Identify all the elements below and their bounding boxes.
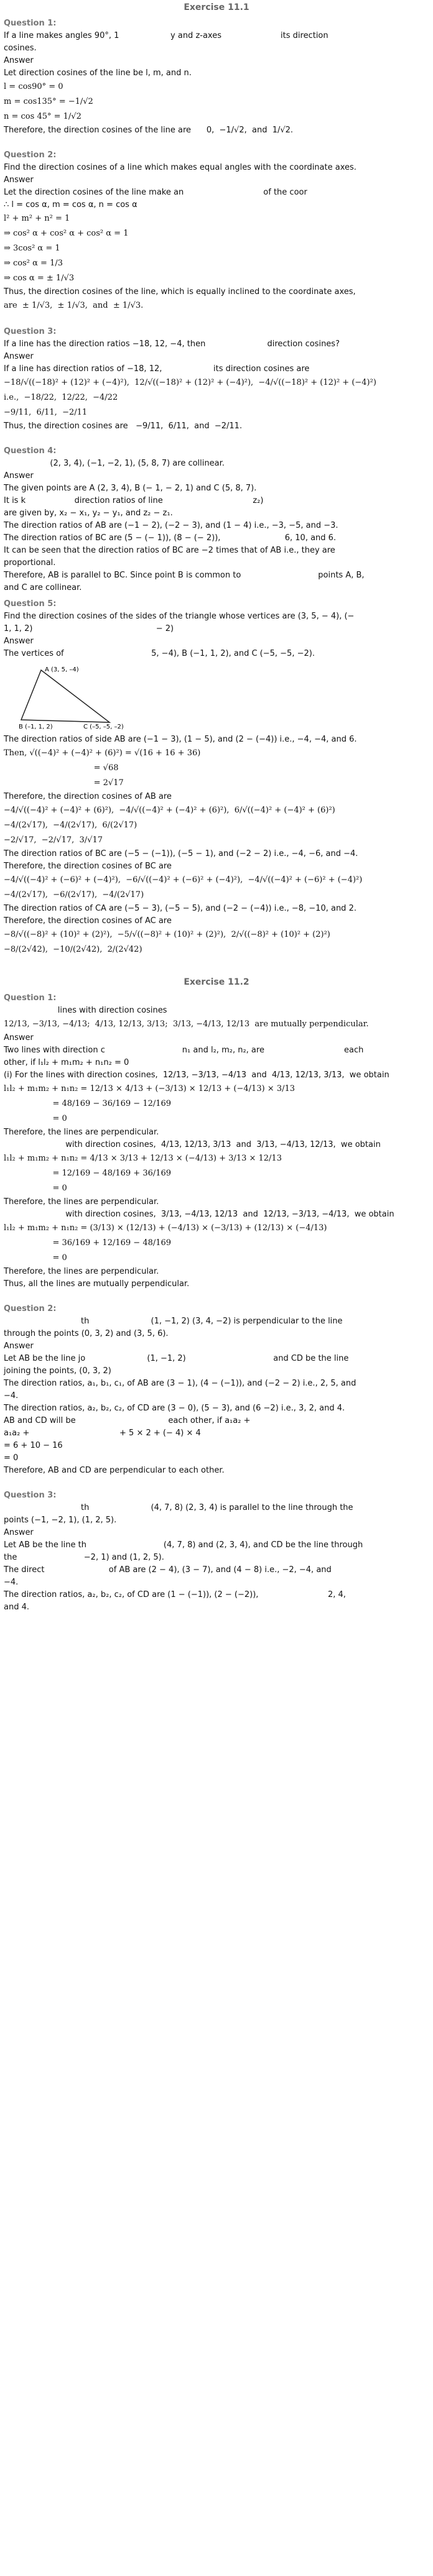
answer-label: Answer bbox=[4, 352, 34, 361]
solution-line: are given by, x₂ − x₁, y₂ − y₁, and z₂ − z₁. bbox=[4, 508, 173, 518]
answer-label: Answer bbox=[4, 637, 34, 646]
question-text: If a line has the direction ratios −18, 12, −4, then direction cosines? bbox=[4, 339, 340, 349]
solution-line: a₁a₂ + + 5 × 2 + (− 4) × 4 bbox=[4, 1428, 201, 1438]
solution-line: Thus, the direction cosines of the line, which is equally inclined to the coordinate axes, bbox=[4, 287, 356, 297]
solution-line: −2/√17, −2/√17, 3/√17 bbox=[4, 835, 103, 845]
question-block bbox=[4, 19, 429, 137]
vertex-b-label: B (–1, 1, 2) bbox=[19, 724, 53, 730]
solution-line: = 2√17 bbox=[4, 778, 124, 788]
question-text: 12/13, −3/13, −4/13; 4/13, 12/13, 3/13; 3/13, −4/13, 12/13 are mutually perpendicular. bbox=[4, 1019, 369, 1029]
solution-line: AB and CD will be each other, if a₁a₂ + bbox=[4, 1416, 251, 1425]
solution-line: −18/√((−18)² + (12)² + (−4)²), 12/√((−18)² + (12)² + (−4)²), −4/√((−18)² + (12)² + (−4)²) bbox=[4, 378, 376, 387]
solution-line: ⇒ 3cos² α = 1 bbox=[4, 244, 60, 253]
question-label: Question 3: bbox=[4, 1491, 57, 1500]
solution-line: The direction ratios, a₁, b₁, c₁, of AB are (3 − 1), (4 − (−1)), and (−2 − 2) i.e., 2, 5, and bbox=[4, 1379, 356, 1388]
solution-line: proportional. bbox=[4, 558, 56, 568]
solution-line: Thus, the direction cosines are −9/11, 6/11, and −2/11. bbox=[4, 421, 243, 431]
solution-line: Therefore, AB is parallel to BC. Since point B is common to points A, B, bbox=[4, 571, 365, 580]
question-label: Question 5: bbox=[4, 599, 57, 609]
solution-line: Therefore, the lines are perpendicular. bbox=[4, 1267, 159, 1276]
question-label: Question 1: bbox=[4, 19, 57, 28]
solution-line: ∴ l = cos α, m = cos α, n = cos α bbox=[4, 200, 137, 209]
solution-line: and 4. bbox=[4, 1603, 29, 1612]
solution-line: Thus, all the lines are mutually perpendicular. bbox=[4, 1279, 190, 1289]
solution-line: Therefore, the direction cosines of the line are 0, −1/√2, and 1/√2. bbox=[4, 126, 294, 135]
solution-line: l₁l₂ + m₁m₂ + n₁n₂ = (3/13) × (12/13) + (−4/13) × (−3/13) + (12/13) × (−4/13) bbox=[4, 1223, 327, 1233]
question-block bbox=[4, 1491, 429, 1614]
solution-line: The direction ratios, a₂, b₂, c₂, of CD are (3 − 0), (5 − 3), and (6 −2) i.e., 3, 2, and 4. bbox=[4, 1404, 345, 1413]
question-text: 1, 1, 2) − 2) bbox=[4, 624, 174, 633]
solution-line: The direction ratios of BC are (5 − (− 1)), (8 − (− 2)), 6, 10, and 6. bbox=[4, 533, 337, 543]
question-block bbox=[4, 599, 429, 957]
solution-line: Let direction cosines of the line be l, m, and n. bbox=[4, 68, 192, 78]
solution-line: Let AB be the line jo (1, −1, 2) and CD be the line bbox=[4, 1354, 349, 1363]
question-text: If a line makes angles 90°, 1 y and z-axes its direction bbox=[4, 31, 328, 40]
solution-line: = 48/169 − 36/169 − 12/169 bbox=[4, 1099, 172, 1108]
triangle-shape bbox=[21, 670, 109, 722]
question-block bbox=[4, 993, 429, 1290]
question-text: through the points (0, 3, 2) and (3, 5, 6). bbox=[4, 1329, 169, 1338]
answer-label: Answer bbox=[4, 56, 34, 65]
solution-line: l = cos90° = 0 bbox=[4, 82, 63, 91]
solution-line: = 6 + 10 − 16 bbox=[4, 1441, 63, 1450]
solution-line: and C are collinear. bbox=[4, 583, 82, 592]
question-text: Find the direction cosines of a line which makes equal angles with the coordinate axes. bbox=[4, 163, 356, 172]
solution-line: l² + m² + n² = 1 bbox=[4, 214, 70, 223]
solution-line: = √68 bbox=[4, 763, 119, 773]
solution-line: ⇒ cos² α + cos² α + cos² α = 1 bbox=[4, 229, 129, 238]
solution-line: = 12/169 − 48/169 + 36/169 bbox=[4, 1169, 172, 1178]
solution-line: The direction ratios of side AB are (−1 − 3), (1 − 5), and (2 − (−4)) i.e., −4, −4, and 6. bbox=[4, 735, 357, 744]
solution-line: Let the direction cosines of the line make an of the coor bbox=[4, 188, 307, 197]
answer-label: Answer bbox=[4, 1341, 34, 1351]
question-text: lines with direction cosines bbox=[4, 1006, 167, 1015]
question-block bbox=[4, 446, 429, 594]
solution-line: are ± 1/√3, ± 1/√3, and ± 1/√3. bbox=[4, 301, 144, 310]
solution-line: = 0 bbox=[4, 1184, 67, 1193]
question-label: Question 3: bbox=[4, 327, 57, 336]
solution-line: The given points are A (2, 3, 4), B (− 1, − 2, 1) and C (5, 8, 7). bbox=[4, 484, 257, 493]
solution-line: −8/(2√42), −10/(2√42), 2/(2√42) bbox=[4, 945, 142, 954]
solution-line: −9/11, 6/11, −2/11 bbox=[4, 408, 88, 417]
exercise-title: Exercise 11.1 bbox=[184, 2, 249, 12]
solution-line: l₁l₂ + m₁m₂ + n₁n₂ = 12/13 × 4/13 + (−3/13) × 12/13 + (−4/13) × 3/13 bbox=[4, 1084, 296, 1093]
question-text: th (4, 7, 8) (2, 3, 4) is parallel to the line through the bbox=[4, 1503, 353, 1512]
solution-line: −4. bbox=[4, 1578, 19, 1587]
question-label: Question 4: bbox=[4, 446, 57, 456]
solution-line: The direction ratios of AB are (−1 − 2), (−2 − 3), and (1 − 4) i.e., −3, −5, and −3. bbox=[4, 521, 338, 530]
solution-line: −4/√((−4)² + (−4)² + (6)²), −4/√((−4)² + (−4)² + (6)²), 6/√((−4)² + (−4)² + (6)²) bbox=[4, 806, 335, 815]
question-text: Find the direction cosines of the sides of the triangle whose vertices are (3, 5, − 4), (− bbox=[4, 612, 355, 621]
page bbox=[0, 2, 433, 1614]
vertex-c-label: C (–5, –5, –2) bbox=[83, 724, 124, 730]
solution-line: i.e., −18/22, 12/22, −4/22 bbox=[4, 393, 118, 402]
solution-line: The direction ratios, a₂, b₂, c₂, of CD are (1 − (−1)), (2 − (−2)), 2, 4, bbox=[4, 1590, 346, 1599]
solution-line: the −2, 1) and (1, 2, 5). bbox=[4, 1553, 164, 1562]
solution-line: Let AB be the line th (4, 7, 8) and (2, 3, 4), and CD be the line through bbox=[4, 1540, 363, 1550]
solution-line: The direct of AB are (2 − 4), (3 − 7), and (4 − 8) i.e., −2, −4, and bbox=[4, 1565, 332, 1575]
question-text: (2, 3, 4), (−1, −2, 1), (5, 8, 7) are collinear. bbox=[4, 459, 225, 468]
question-label: Question 2: bbox=[4, 150, 57, 160]
solution-line: l₁l₂ + m₁m₂ + n₁n₂ = 4/13 × 3/13 + 12/13 × (−4/13) + 3/13 × 12/13 bbox=[4, 1154, 282, 1163]
solution-line: Therefore, the lines are perpendicular. bbox=[4, 1197, 159, 1207]
question-label: Question 1: bbox=[4, 993, 57, 1003]
solution-line: Two lines with direction c n₁ and l₂, m₂, n₂, are each bbox=[4, 1046, 364, 1055]
solution-line: −4/√((−4)² + (−6)² + (−4)²), −6/√((−4)² + (−6)² + (−4)²), −4/√((−4)² + (−6)² + (−4)²) bbox=[4, 875, 363, 885]
triangle-figure bbox=[16, 663, 134, 731]
question-text: points (−1, −2, 1), (1, 2, 5). bbox=[4, 1516, 117, 1525]
solution-line: ⇒ cos α = ± 1/√3 bbox=[4, 274, 75, 283]
solution-line: −4/(2√17), −4/(2√17), 6/(2√17) bbox=[4, 821, 137, 830]
solution-line: It can be seen that the direction ratios of BC are −2 times that of AB i.e., they are bbox=[4, 546, 335, 555]
solution-line: It is k direction ratios of line z₂) bbox=[4, 496, 264, 505]
question-block bbox=[4, 327, 429, 433]
solution-line: Therefore, the direction cosines of BC are bbox=[4, 862, 172, 871]
solution-line: = 0 bbox=[4, 1114, 67, 1123]
question-text: cosines. bbox=[4, 44, 37, 53]
solution-line: = 0 bbox=[4, 1453, 19, 1463]
solution-line: Therefore, the lines are perpendicular. bbox=[4, 1128, 159, 1137]
solution-line: Therefore, the direction cosines of AC are bbox=[4, 916, 172, 926]
solution-line: Therefore, the direction cosines of AB are bbox=[4, 792, 172, 801]
solution-line: = 0 bbox=[4, 1253, 67, 1263]
question-block bbox=[4, 150, 429, 313]
solution-line: Then, √((−4)² + (−4)² + (6)²) = √(16 + 16 + 36) bbox=[4, 748, 201, 758]
solution-line: ⇒ cos² α = 1/3 bbox=[4, 259, 63, 268]
solution-line: If a line has direction ratios of −18, 12, its direction cosines are bbox=[4, 364, 310, 374]
answer-label: Answer bbox=[4, 1528, 34, 1537]
solution-line: −4. bbox=[4, 1391, 19, 1401]
solution-line: joining the points, (0, 3, 2) bbox=[4, 1366, 111, 1376]
exercise-title: Exercise 11.2 bbox=[184, 977, 249, 987]
solution-line: Therefore, AB and CD are perpendicular to each other. bbox=[4, 1466, 225, 1475]
solution-line: The vertices of 5, −4), B (−1, 1, 2), and C (−5, −5, −2). bbox=[4, 649, 315, 658]
answer-label: Answer bbox=[4, 175, 34, 185]
question-label: Question 2: bbox=[4, 1304, 57, 1313]
solution-line: other, if l₁l₂ + m₁m₂ + n₁n₂ = 0 bbox=[4, 1058, 129, 1067]
solution-line: m = cos135° = −1/√2 bbox=[4, 97, 93, 106]
question-block bbox=[4, 1304, 429, 1477]
solution-line: with direction cosines, 4/13, 12/13, 3/13 and 3/13, −4/13, 12/13, we obtain bbox=[4, 1140, 381, 1149]
answer-label: Answer bbox=[4, 1033, 34, 1042]
solution-line: = 36/169 + 12/169 − 48/169 bbox=[4, 1238, 172, 1248]
solution-line: −4/(2√17), −6/(2√17), −4/(2√17) bbox=[4, 890, 144, 899]
solution-line: The direction ratios of CA are (−5 − 3), (−5 − 5), and (−2 − (−4)) i.e., −8, −10, and 2. bbox=[4, 904, 356, 913]
solution-line: −8/√((−8)² + (10)² + (2)²), −5/√((−8)² + (10)² + (2)²), 2/√((−8)² + (10)² + (2)²) bbox=[4, 930, 330, 939]
solution-line: n = cos 45° = 1/√2 bbox=[4, 112, 81, 121]
vertex-a-label: A (3, 5, –4) bbox=[45, 666, 79, 673]
solution-line: (i) For the lines with direction cosines, 12/13, −3/13, −4/13 and 4/13, 12/13, 3/13, we obtain bbox=[4, 1070, 389, 1080]
solution-line: The direction ratios of BC are (−5 − (−1)), (−5 − 1), and (−2 − 2) i.e., −4, −6, and −4. bbox=[4, 849, 358, 858]
answer-label: Answer bbox=[4, 471, 34, 481]
solution-line: with direction cosines, 3/13, −4/13, 12/13 and 12/13, −3/13, −4/13, we obtain bbox=[4, 1210, 394, 1219]
question-text: th (1, −1, 2) (3, 4, −2) is perpendicular to the line bbox=[4, 1317, 343, 1326]
